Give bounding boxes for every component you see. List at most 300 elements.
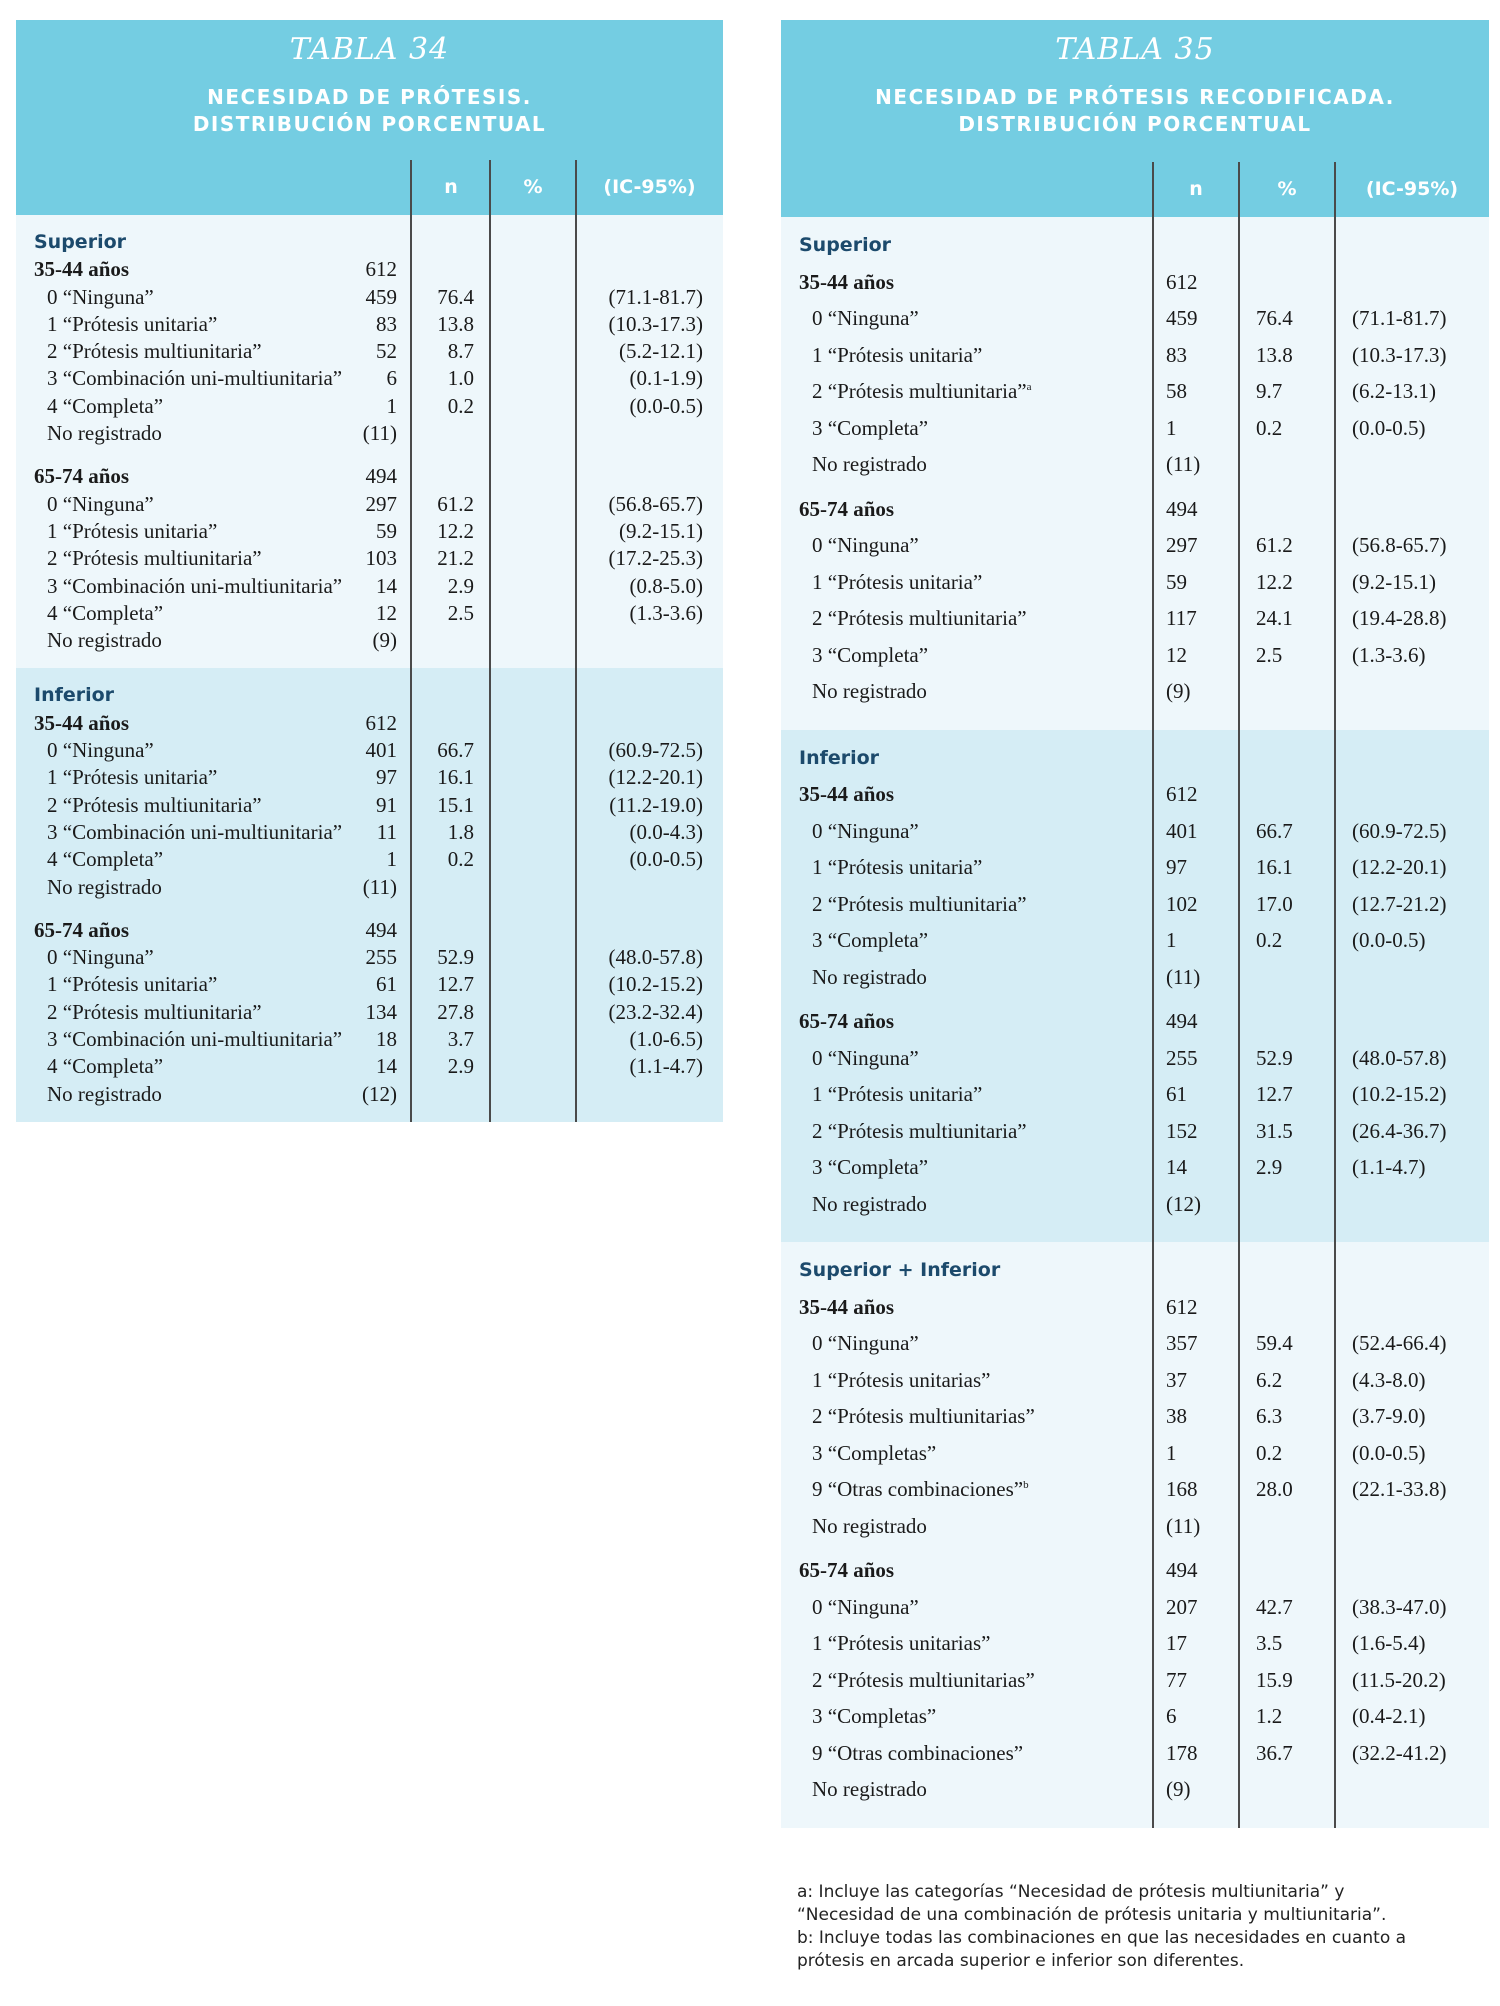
cell-pct: 8.7 <box>447 339 474 364</box>
category-text: No registrado <box>812 964 927 989</box>
category-label <box>812 1662 1035 1699</box>
cell-n: 459 <box>1166 306 1198 330</box>
cell-pct: 76.4 <box>1256 306 1293 330</box>
cell-pct: 76.4 <box>437 284 474 309</box>
cell-ci: (56.8-65.7) <box>1352 533 1447 557</box>
category-text: 2 “Prótesis multiunitaria” <box>47 546 262 571</box>
cell-n: 37 <box>1166 1367 1187 1392</box>
category-text: No registrado <box>812 452 927 476</box>
section-label: Superior <box>799 234 892 256</box>
table-row <box>16 393 723 420</box>
divider <box>575 215 577 668</box>
category-text: 0 “Ninguna” <box>47 284 154 309</box>
table-row <box>781 446 1489 483</box>
cell-pct: 15.1 <box>437 792 474 817</box>
table-row <box>781 922 1489 959</box>
table-row <box>16 518 723 545</box>
cell-ci: (12.2-20.1) <box>1352 855 1447 879</box>
category-text: 2 “Prótesis multiunitaria” <box>47 339 262 364</box>
table-row <box>781 1508 1489 1545</box>
cell-pct: 2.9 <box>447 573 474 598</box>
footnote-marker: a <box>1026 381 1032 393</box>
cell-pct: 3.7 <box>447 1027 474 1052</box>
section-row <box>781 740 1489 777</box>
cell-ci: (1.3-3.6) <box>1352 642 1426 667</box>
table-row <box>781 849 1489 886</box>
table-35-header <box>781 20 1489 162</box>
footnotes <box>797 1881 1487 1973</box>
cell-n: 401 <box>1166 818 1198 843</box>
cell-ci: (23.2-32.4) <box>608 999 703 1024</box>
table-row <box>781 1325 1489 1362</box>
table-34 <box>16 20 723 1122</box>
category-text: 1 “Prótesis unitaria” <box>47 311 218 336</box>
cell-pct: 0.2 <box>1256 1440 1283 1465</box>
cell-n: 134 <box>365 999 397 1024</box>
category-label <box>812 1113 1027 1150</box>
cell-pct: 1.0 <box>447 366 474 391</box>
cell-pct: 27.8 <box>437 999 474 1024</box>
category-label <box>812 1325 919 1362</box>
category-label <box>812 1398 1035 1435</box>
cell-pct: 12.2 <box>1256 569 1293 594</box>
cell-ci: (11.5-20.2) <box>1352 1667 1446 1692</box>
section-row <box>781 227 1489 264</box>
table-row <box>781 1662 1489 1699</box>
table-row <box>781 300 1489 337</box>
cell-pct: 0.2 <box>1256 928 1283 952</box>
cell-n: 59 <box>376 518 397 543</box>
col-n-header: n <box>444 176 458 198</box>
col-pct-header: % <box>523 176 543 198</box>
table-row <box>781 813 1489 850</box>
cell-n: 52 <box>376 339 397 364</box>
category-text: 2 “Prótesis multiunitaria” <box>812 1118 1027 1143</box>
table-row <box>781 1362 1489 1399</box>
age-group-row <box>781 776 1489 813</box>
category-text: 1 “Prótesis unitarias” <box>812 1631 991 1655</box>
cell-ci: (1.6-5.4) <box>1352 1631 1426 1655</box>
age-group-row <box>781 1003 1489 1040</box>
col-ci-header: (IC-95%) <box>1365 178 1459 200</box>
cell-ci: (5.2-12.1) <box>619 339 703 364</box>
divider <box>1152 217 1154 730</box>
table-35-column-headers <box>781 162 1489 217</box>
section-row <box>16 229 723 256</box>
cell-pct: 16.1 <box>1256 855 1293 879</box>
category-text: 3 “Combinación uni-multiunitaria” <box>47 366 343 391</box>
section-row <box>16 682 723 709</box>
cell-pct: 66.7 <box>437 738 474 763</box>
category-text: 3 “Combinación uni-multiunitaria” <box>47 1027 343 1052</box>
cell-n: 61 <box>1166 1082 1187 1106</box>
category-label <box>812 959 927 996</box>
table-34-body <box>16 215 723 1122</box>
category-text: 0 “Ninguna” <box>812 1045 919 1070</box>
table-row <box>781 527 1489 564</box>
cell-pct: 31.5 <box>1256 1118 1293 1143</box>
table-row <box>16 365 723 392</box>
category-text: No registrado <box>812 1777 927 1801</box>
cell-n: 612 <box>365 257 397 282</box>
category-text: 1 “Prótesis unitaria” <box>812 855 983 879</box>
category-label <box>812 1698 936 1735</box>
table-row <box>16 491 723 518</box>
category-text: 2 “Prótesis multiunitaria” <box>812 379 1027 403</box>
table-row <box>781 1040 1489 1077</box>
category-text: 3 “Completas” <box>812 1440 937 1465</box>
divider <box>489 668 491 1121</box>
table-row <box>16 944 723 971</box>
footnote-b-line1: b: Incluye todas las combinaciones en que las necesidades en cuanto a <box>797 1928 1407 1948</box>
cell-pct: 16.1 <box>437 765 474 790</box>
category-label <box>812 1362 990 1399</box>
category-text: 3 “Completa” <box>812 1155 929 1179</box>
category-text: 3 “Combinación uni-multiunitaria” <box>47 819 343 844</box>
cell-pct: 61.2 <box>1256 533 1293 557</box>
table-35-title: TABLA 35 <box>1055 32 1215 67</box>
section-band <box>781 730 1489 1243</box>
divider <box>410 668 412 1121</box>
age-group-row <box>16 256 723 283</box>
cell-n: 168 <box>1166 1477 1198 1501</box>
category-text: 0 “Ninguna” <box>812 818 919 843</box>
cell-n: 1 <box>1166 1440 1177 1465</box>
cell-n: 494 <box>1166 496 1198 521</box>
cell-n: 14 <box>376 573 397 598</box>
divider <box>1238 1242 1240 1828</box>
category-text: 1 “Prótesis unitaria” <box>47 765 218 790</box>
table-row <box>781 1435 1489 1472</box>
cell-pct: 36.7 <box>1256 1740 1293 1765</box>
age-group-label: 65-74 años <box>799 1009 895 1033</box>
cell-n: 255 <box>1166 1045 1198 1070</box>
table-35-subtitle-line2: DISTRIBUCIÓN PORCENTUAL <box>958 112 1312 136</box>
cell-n: 297 <box>365 491 397 516</box>
cell-ci: (60.9-72.5) <box>1352 818 1447 843</box>
cell-ci: (0.0-0.5) <box>629 847 703 872</box>
cell-n: 1 <box>386 393 397 418</box>
category-label <box>812 300 919 337</box>
table-row <box>781 1735 1489 1772</box>
cell-pct: 9.7 <box>1256 379 1283 403</box>
divider <box>1152 730 1154 1243</box>
cell-ci: (22.1-33.8) <box>1352 1477 1447 1501</box>
table-34-title: TABLA 34 <box>289 32 450 67</box>
cell-pct: 1.8 <box>447 819 474 844</box>
section-row <box>781 1252 1489 1289</box>
category-label <box>812 1508 927 1545</box>
table-row <box>16 1081 723 1108</box>
cell-n: 77 <box>1166 1667 1187 1692</box>
divider <box>1334 730 1336 1243</box>
divider <box>575 160 577 215</box>
category-label <box>812 1771 927 1808</box>
age-group-row <box>16 917 723 944</box>
category-label <box>812 410 928 447</box>
age-group-label: 65-74 años <box>34 917 130 942</box>
cell-pct: 24.1 <box>1256 606 1293 630</box>
table-34-subtitle <box>16 70 723 138</box>
table-row <box>16 971 723 998</box>
category-text: 1 “Prótesis unitaria” <box>812 1082 983 1106</box>
category-label <box>812 1435 936 1472</box>
category-text: 9 “Otras combinaciones” <box>812 1477 1024 1501</box>
cell-ci: (60.9-72.5) <box>608 738 703 763</box>
cell-n: 58 <box>1166 379 1187 403</box>
category-text: 2 “Prótesis multiunitarias” <box>812 1404 1035 1428</box>
category-label <box>812 886 1027 923</box>
footnote-marker: b <box>1023 1479 1029 1491</box>
cell-n: 494 <box>365 464 397 489</box>
cell-ci: (26.4-36.7) <box>1352 1118 1447 1143</box>
cell-n: 459 <box>365 284 397 309</box>
cell-ci: (0.4-2.1) <box>1352 1704 1426 1728</box>
category-label <box>812 1186 927 1223</box>
category-label <box>812 1076 982 1113</box>
table-row <box>16 311 723 338</box>
cell-ci: (1.1-4.7) <box>1352 1155 1426 1179</box>
col-n-header: n <box>1189 178 1203 200</box>
cell-n: 612 <box>1166 269 1198 294</box>
table-row <box>781 564 1489 601</box>
table-row <box>781 410 1489 447</box>
category-text: 3 “Combinación uni-multiunitaria” <box>47 573 343 598</box>
age-group-row <box>781 1289 1489 1326</box>
divider <box>1334 217 1336 730</box>
cell-n: 59 <box>1166 569 1187 594</box>
table-row <box>781 1113 1489 1150</box>
cell-n: 38 <box>1166 1404 1187 1428</box>
cell-n: 494 <box>1166 1009 1198 1033</box>
cell-n: 6 <box>1166 1704 1177 1728</box>
category-label <box>812 337 982 374</box>
section-band <box>16 668 723 1121</box>
category-text: 3 “Completa” <box>812 928 929 952</box>
category-text: 0 “Ninguna” <box>47 491 154 516</box>
cell-n: 83 <box>1166 342 1187 367</box>
category-text: 0 “Ninguna” <box>47 945 154 970</box>
section-band <box>16 215 723 668</box>
category-text: No registrado <box>47 1081 162 1106</box>
table-row <box>781 1625 1489 1662</box>
divider <box>1334 1242 1336 1828</box>
cell-n: 97 <box>1166 855 1187 879</box>
age-group-label: 65-74 años <box>799 496 895 521</box>
table-35-subtitle <box>781 70 1489 138</box>
table-row <box>781 1471 1489 1508</box>
category-label <box>812 446 927 483</box>
table-35 <box>781 20 1489 1828</box>
table-row <box>781 373 1489 410</box>
cell-ci: (10.3-17.3) <box>608 311 703 336</box>
cell-ci: (1.1-4.7) <box>629 1054 703 1079</box>
table-row <box>16 545 723 572</box>
cell-n: 152 <box>1166 1118 1198 1143</box>
cell-n: (12) <box>1166 1191 1201 1216</box>
cell-pct: 61.2 <box>437 491 474 516</box>
col-pct-header: % <box>1277 178 1297 200</box>
category-text: 4 “Completa” <box>47 393 164 418</box>
divider <box>575 668 577 1121</box>
cell-n: 14 <box>376 1054 397 1079</box>
table-35-body <box>781 217 1489 1828</box>
divider <box>489 160 491 215</box>
table-row <box>16 284 723 311</box>
cell-ci: (52.4-66.4) <box>1352 1331 1447 1355</box>
cell-ci: (12.7-21.2) <box>1352 891 1447 916</box>
cell-ci: (1.3-3.6) <box>629 600 703 625</box>
cell-pct: 2.5 <box>1256 642 1283 667</box>
age-group-label: 35-44 años <box>799 1294 895 1319</box>
cell-ci: (4.3-8.0) <box>1352 1367 1426 1392</box>
cell-ci: (10.3-17.3) <box>1352 342 1447 367</box>
category-text: 1 “Prótesis unitaria” <box>47 972 218 997</box>
cell-pct: 15.9 <box>1256 1667 1293 1692</box>
cell-n: (9) <box>372 628 397 653</box>
cell-pct: 42.7 <box>1256 1594 1293 1619</box>
category-text: 1 “Prótesis unitaria” <box>812 569 983 594</box>
cell-ci: (71.1-81.7) <box>608 284 703 309</box>
divider <box>410 215 412 668</box>
cell-n: 612 <box>1166 782 1198 806</box>
category-text: No registrado <box>47 874 162 899</box>
category-label <box>812 373 1032 410</box>
category-text: 0 “Ninguna” <box>47 738 154 763</box>
table-row <box>781 1771 1489 1808</box>
cell-ci: (19.4-28.8) <box>1352 606 1447 630</box>
age-group-row <box>16 710 723 737</box>
section-band <box>781 1242 1489 1828</box>
cell-ci: (0.1-1.9) <box>629 366 703 391</box>
cell-pct: 12.7 <box>1256 1082 1293 1106</box>
divider <box>410 160 412 215</box>
cell-ci: (17.2-25.3) <box>608 546 703 571</box>
category-text: 3 “Completa” <box>812 642 929 667</box>
age-group-label: 65-74 años <box>799 1558 895 1582</box>
table-34-subtitle-line2: DISTRIBUCIÓN PORCENTUAL <box>192 112 547 136</box>
category-text: 3 “Completas” <box>812 1704 937 1728</box>
age-group-label: 35-44 años <box>799 269 895 294</box>
table-34-header <box>16 20 723 160</box>
footnote-a-line2: “Necesidad de una combinación de prótesis unitaria y multiunitaria”. <box>797 1905 1387 1925</box>
cell-n: 612 <box>365 710 397 735</box>
cell-ci: (0.0-4.3) <box>629 819 703 844</box>
cell-n: 61 <box>376 972 397 997</box>
table-34-subtitle-line1: NECESIDAD DE PRÓTESIS. <box>207 85 532 109</box>
category-text: 2 “Prótesis multiunitaria” <box>812 606 1027 630</box>
category-text: 2 “Prótesis multiunitaria” <box>812 891 1027 916</box>
table-row <box>16 737 723 764</box>
category-label <box>812 1149 928 1186</box>
category-label <box>812 564 982 601</box>
category-text: No registrado <box>812 1513 927 1538</box>
cell-pct: 6.2 <box>1256 1367 1283 1392</box>
table-row <box>16 764 723 791</box>
table-row <box>16 792 723 819</box>
footnote-a-line1: a: Incluye las categorías “Necesidad de prótesis multiunitaria” y <box>797 1882 1345 1902</box>
cell-pct: 3.5 <box>1256 1631 1283 1655</box>
category-label <box>812 1735 1023 1772</box>
cell-n: 117 <box>1166 606 1197 630</box>
cell-n: 97 <box>376 765 397 790</box>
category-text: 4 “Completa” <box>47 847 164 872</box>
table-row <box>16 627 723 654</box>
category-label <box>812 1471 1029 1508</box>
section-label: Superior <box>34 231 127 253</box>
age-group-row <box>781 264 1489 301</box>
category-text: 0 “Ninguna” <box>812 306 919 330</box>
cell-ci: (9.2-15.1) <box>1352 569 1436 594</box>
cell-n: 18 <box>376 1027 397 1052</box>
cell-n: 255 <box>365 945 397 970</box>
category-label <box>812 1625 990 1662</box>
category-text: 1 “Prótesis unitaria” <box>812 342 983 367</box>
divider <box>1238 730 1240 1243</box>
table-row <box>781 1698 1489 1735</box>
cell-n: (9) <box>1166 679 1191 703</box>
table-row <box>781 337 1489 374</box>
category-text: No registrado <box>812 1191 927 1216</box>
cell-pct: 28.0 <box>1256 1477 1293 1501</box>
cell-ci: (12.2-20.1) <box>608 765 703 790</box>
category-text: No registrado <box>47 628 162 653</box>
category-text: 1 “Prótesis unitaria” <box>47 518 218 543</box>
cell-pct: 0.2 <box>447 393 474 418</box>
table-row <box>16 1026 723 1053</box>
cell-n: 178 <box>1166 1740 1198 1765</box>
table-row <box>781 673 1489 710</box>
cell-pct: 6.3 <box>1256 1404 1283 1428</box>
cell-n: (9) <box>1166 1777 1191 1801</box>
cell-ci: (48.0-57.8) <box>1352 1045 1447 1070</box>
table-row <box>781 1398 1489 1435</box>
cell-n: (11) <box>1166 1513 1201 1538</box>
cell-ci: (0.0-0.5) <box>629 393 703 418</box>
category-text: 4 “Completa” <box>47 1054 164 1079</box>
category-label <box>812 600 1027 637</box>
cell-ci: (48.0-57.8) <box>608 945 703 970</box>
cell-pct: 0.2 <box>447 847 474 872</box>
section-label: Superior + Inferior <box>799 1259 1001 1281</box>
age-group-label: 65-74 años <box>34 464 130 489</box>
cell-ci: (10.2-15.2) <box>1352 1082 1447 1106</box>
category-text: 2 “Prótesis multiunitaria” <box>47 999 262 1024</box>
category-text: No registrado <box>812 679 927 703</box>
category-text: 3 “Completa” <box>812 415 929 440</box>
cell-n: (11) <box>1166 964 1201 989</box>
cell-n: 12 <box>1166 642 1187 667</box>
age-group-label: 35-44 años <box>34 710 130 735</box>
age-group-label: 35-44 años <box>799 782 895 806</box>
section-band <box>781 217 1489 730</box>
cell-pct: 52.9 <box>437 945 474 970</box>
cell-pct: 17.0 <box>1256 891 1293 916</box>
category-text: 2 “Prótesis multiunitarias” <box>812 1667 1035 1692</box>
cell-n: 494 <box>1166 1558 1198 1582</box>
cell-ci: (71.1-81.7) <box>1352 306 1447 330</box>
cell-n: 401 <box>365 738 397 763</box>
cell-n: 91 <box>376 792 397 817</box>
cell-n: 102 <box>1166 891 1198 916</box>
cell-pct: 0.2 <box>1256 415 1283 440</box>
footnote-b-line2: prótesis en arcada superior e inferior son diferentes. <box>797 1951 1245 1971</box>
table-row <box>781 1149 1489 1186</box>
cell-n: (11) <box>362 874 397 899</box>
cell-n: (11) <box>1166 452 1201 476</box>
category-label <box>812 527 919 564</box>
table-34-column-headers <box>16 160 723 215</box>
